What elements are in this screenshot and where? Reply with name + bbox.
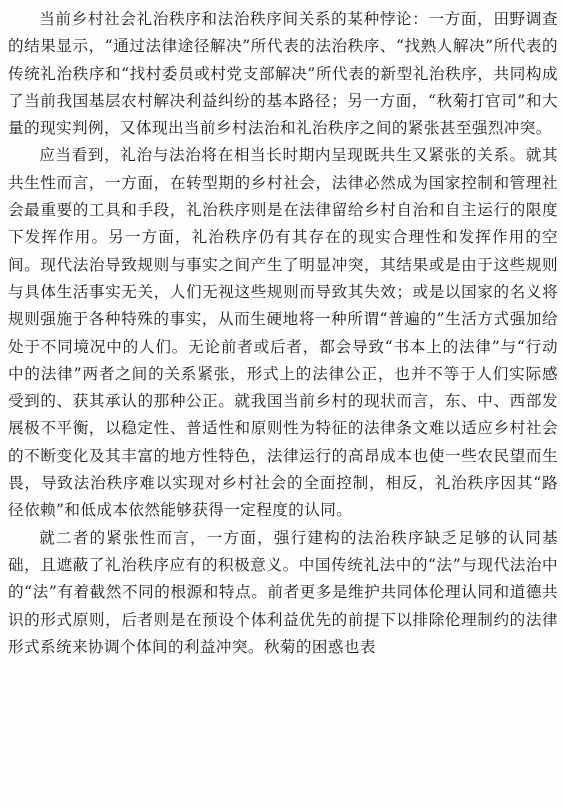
body-text <box>8 6 558 661</box>
paragraph-2: 应当看到，礼治与法治将在相当长时期内呈现既共生又紧张的关系。就其共生性而言，一方面，在转型期的乡村社会，法律必然成为国家控制和管理社会最重要的工具和手段，礼治秩序则是在法律留给乡村自治和自主运行的限度下发挥作用。另一方面，礼治秩序仍有其存在的现实合理性和发挥作用的空间。现代法治导致规则与事实之间产生了明显冲突，其结果或是由于这些规则与具体生活事实无关，人们无视这些规则而导致其失效；或是以国家的名义将规则强施于各种特殊的事实，从而生硬地将一种所谓“普遍的”生活方式强加给处于不同境况中的人们。无论前者或后者，都会导致“书本上的法律”与“行动中的法律”两者之间的关系紧张，形式上的法律公正，也并不等于人们实际感受到的、获其承认的那种公正。就我国当前乡村的现状而言，东、中、西部发展极不平衡，以稳定性、普适性和原则性为特征的法律条文难以适应乡村社会的不断变化及其丰富的地方性特色，法律运行的高昂成本也使一些农民望而生畏，导致法治秩序难以实现对乡村社会的全面控制，相反，礼治秩序因其“路径依赖”和低成本依然能够获得一定程度的认同。 <box>8 146 558 520</box>
paragraph-1: 当前乡村社会礼治秩序和法治秩序间关系的某种悖论：一方面，田野调查的结果显示，“通过法律途径解决”所代表的法治秩序、“找熟人解决”所代表的传统礼治秩序和“找村委员或村党支部解决”所代表的新型礼治秩序，共同构成了当前我国基层农村解决利益纠纷的基本路径；另一方面，“秋菊打官司”和大量的现实判例，又体现出当前乡村法治和礼治秩序之间的紧张甚至强烈冲突。 <box>8 10 558 138</box>
paragraph-3: 就二者的紧张性而言，一方面，强行建构的法治秩序缺乏足够的认同基础，且遮蔽了礼治秩序应有的积极意义。中国传统礼法中的“法”与现代法治中的“法”有着截然不同的根源和特点。前者更多是维护共同体伦理认同和道德共识的形式原则，后者则是在预设个体利益优先的前提下以排除伦理制约的法律形式系统来协调个体间的利益冲突。秋菊的困惑也表 <box>8 528 558 656</box>
